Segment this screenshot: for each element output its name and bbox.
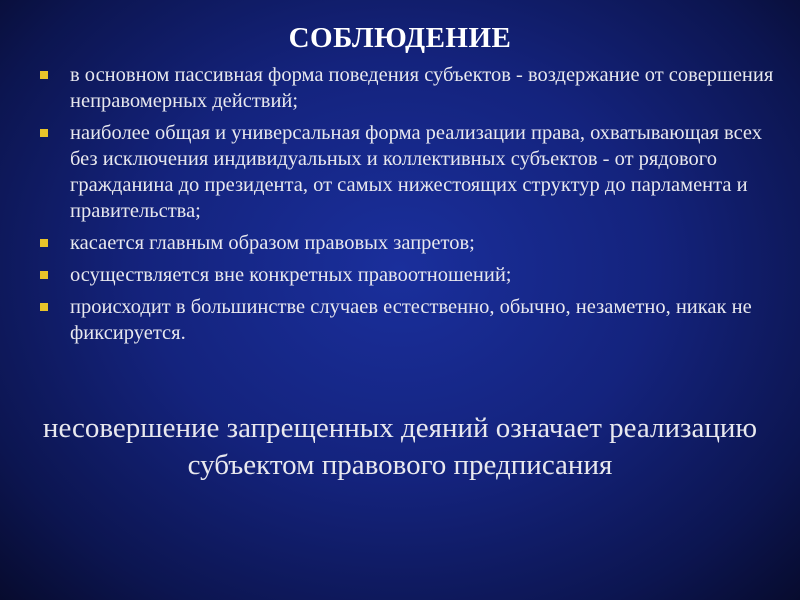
square-bullet-icon [40, 71, 48, 79]
bullet-item [40, 120, 780, 224]
square-bullet-icon [40, 303, 48, 311]
conclusion-text: несовершение запрещенных деяний означает реализацию субъектом правового предписания [42, 412, 758, 481]
bullet-item [40, 294, 780, 346]
square-bullet-icon [40, 129, 48, 137]
square-bullet-icon [40, 239, 48, 247]
slide-title: СОБЛЮДЕНИЕ [288, 22, 512, 54]
bullet-list [40, 62, 780, 352]
bullet-item [40, 262, 780, 288]
square-bullet-icon [40, 271, 48, 279]
bullet-text: наиболее общая и универсальная форма реализации права, охватывающая всех без исключения индивидуальных и коллективных субъектов - от рядового гражданина до президента, от самых нижестоящих структур до парламента и правительства; [70, 122, 763, 222]
bullet-text: в основном пассивная форма поведения субъектов - воздержание от совершения неправомерных действий; [70, 64, 774, 112]
bullet-text: происходит в большинстве случаев естественно, обычно, незаметно, никак не фиксируется. [70, 296, 752, 344]
bullet-item [40, 62, 780, 114]
bullet-item [40, 230, 780, 256]
bullet-text: осуществляется вне конкретных правоотношений; [70, 264, 512, 286]
bullet-text: касается главным образом правовых запретов; [70, 232, 475, 254]
